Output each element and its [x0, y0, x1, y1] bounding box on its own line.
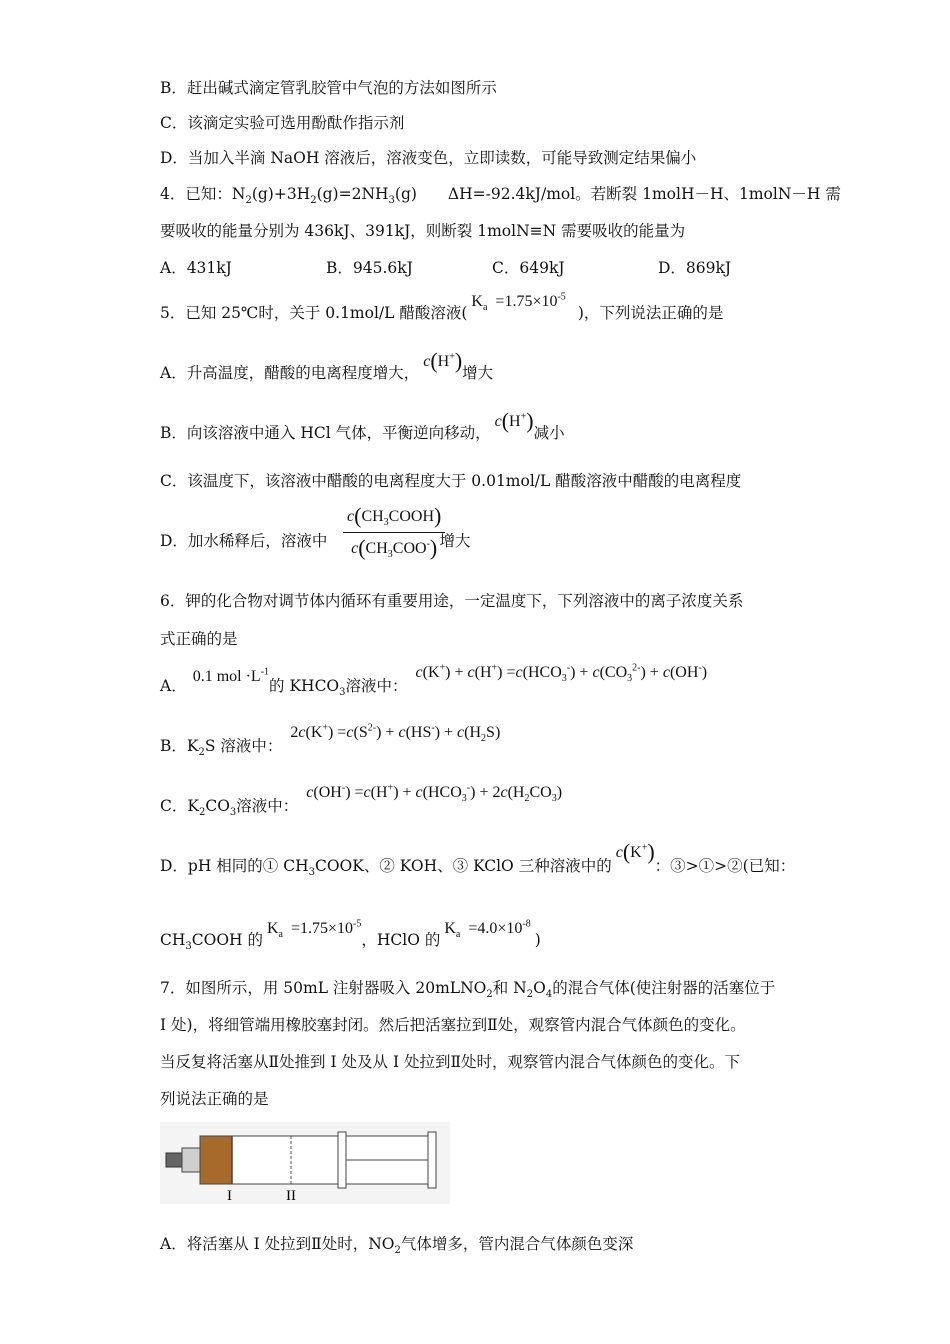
- q6-option-d: D．pH 相同的① $CH_3COOK$、② KOH、③ KClO 三种溶液中的c(K+)：③>①>②(已知：: [160, 839, 796, 879]
- q6-option-d-continued: $CH_3COOH$ 的$K_a =1.75\times 10^{-5}$，HClO 的$K_a =4.0\times 10^{-8}$): [160, 918, 541, 953]
- q6-option-c: C．$K_2CO_3$溶液中：$c(OH^-) =c(H^+) + c(HCO_3^-) + 2c(H_2CO_3)$: [160, 782, 563, 819]
- q6-option-b: B．$K_2S$ 溶液中：$2c(K^+) =c(S^{2-}) + c(HS^-) + c(H_2S)$: [160, 722, 501, 759]
- q4-stem-line2: 要吸收的能量分别为 436kJ、391kJ，则断裂 1molN≡N 需要吸收的能量为: [160, 222, 686, 240]
- q5-option-d: D．加水稀释后，溶液中 增大: [160, 532, 471, 550]
- fraction-denominator: $c(CH_3COO^-)$: [351, 535, 438, 561]
- q5-concentration-fraction: [343, 503, 445, 561]
- q6-option-a: A．0.1 mol $\cdot L^{-1}$的 $KHCO_3$溶液中：$c(K^+) + c(H^+) =c(HCO_3^-) + c(CO_3^{2-}) + c(OH^-)$: [160, 662, 708, 699]
- label-I: I: [227, 1188, 232, 1204]
- syringe-nozzle: [182, 1148, 200, 1172]
- plunger-head: [338, 1132, 346, 1188]
- q7-stem-line3: 当反复将活塞从Ⅱ处推到 I 处及从 I 处拉到Ⅱ处时，观察管内混合气体颜色的变化。下: [160, 1053, 741, 1071]
- q4-option-c: C．649kJ: [492, 259, 565, 277]
- q5-stem: 5．已知 25℃时，关于 0.1mol/L 醋酸溶液$(K_a =1.75\times 10^{-5})$，下列说法正确的是: [160, 291, 724, 322]
- rubber-stopper: [166, 1153, 182, 1167]
- q7-stem-line4: 列说法正确的是: [160, 1090, 269, 1108]
- fraction-numerator: $c(CH_3COOH)$: [343, 503, 445, 533]
- q3-option-c: C．该滴定实验可选用酚酞作指示剂: [160, 114, 405, 132]
- q6-stem-line2: 式正确的是: [160, 630, 238, 648]
- label-II: II: [286, 1188, 296, 1204]
- q5-option-b: B．向该溶液中通入 HCl 气体，平衡逆向移动，c(H+)减小: [160, 408, 565, 442]
- q4-option-a: A．431kJ: [160, 259, 232, 277]
- q6-stem-line1: 6．钾的化合物对调节体内循环有重要用途，一定温度下，下列溶液中的离子浓度关系: [160, 592, 744, 610]
- q4-option-b: B．945.6kJ: [326, 259, 413, 277]
- plunger-flange: [428, 1132, 436, 1188]
- gas-mixture: [200, 1136, 232, 1184]
- q3-option-b: B．赶出碱式滴定管乳胶管中气泡的方法如图所示: [160, 79, 497, 97]
- q7-option-a: A．将活塞从 I 处拉到Ⅱ处时，$NO_2$气体增多，管内混合气体颜色变深: [160, 1235, 634, 1257]
- q7-stem-line2: I 处)，将细管端用橡胶塞封闭。然后把活塞拉到Ⅱ处，观察管内混合气体颜色的变化。: [160, 1016, 746, 1034]
- q4-option-d: D．869kJ: [658, 259, 732, 277]
- q5-option-a: A．升高温度，醋酸的电离程度增大，c(H+)增大: [160, 348, 494, 382]
- q3-option-d: D．当加入半滴 NaOH 溶液后，溶液变色，立即读数，可能导致测定结果偏小: [160, 149, 697, 167]
- q7-stem-line1: 7．如图所示，用 50mL 注射器吸入 20mLNO$_2$和 $N_2O_4$的混合气体(使注射器的活塞位于: [160, 979, 776, 1001]
- q4-stem-line1: 4．已知：$N_2(g)+3H_2(g)=2NH_3(g)$ ΔH=-92.4kJ/mol。若断裂 1molH－H、1molN－H 需: [160, 185, 841, 207]
- syringe-diagram: [160, 1122, 450, 1204]
- q5-option-c: C．该温度下，该溶液中醋酸的电离程度大于 0.01mol/L 醋酸溶液中醋酸的电离程度: [160, 472, 742, 490]
